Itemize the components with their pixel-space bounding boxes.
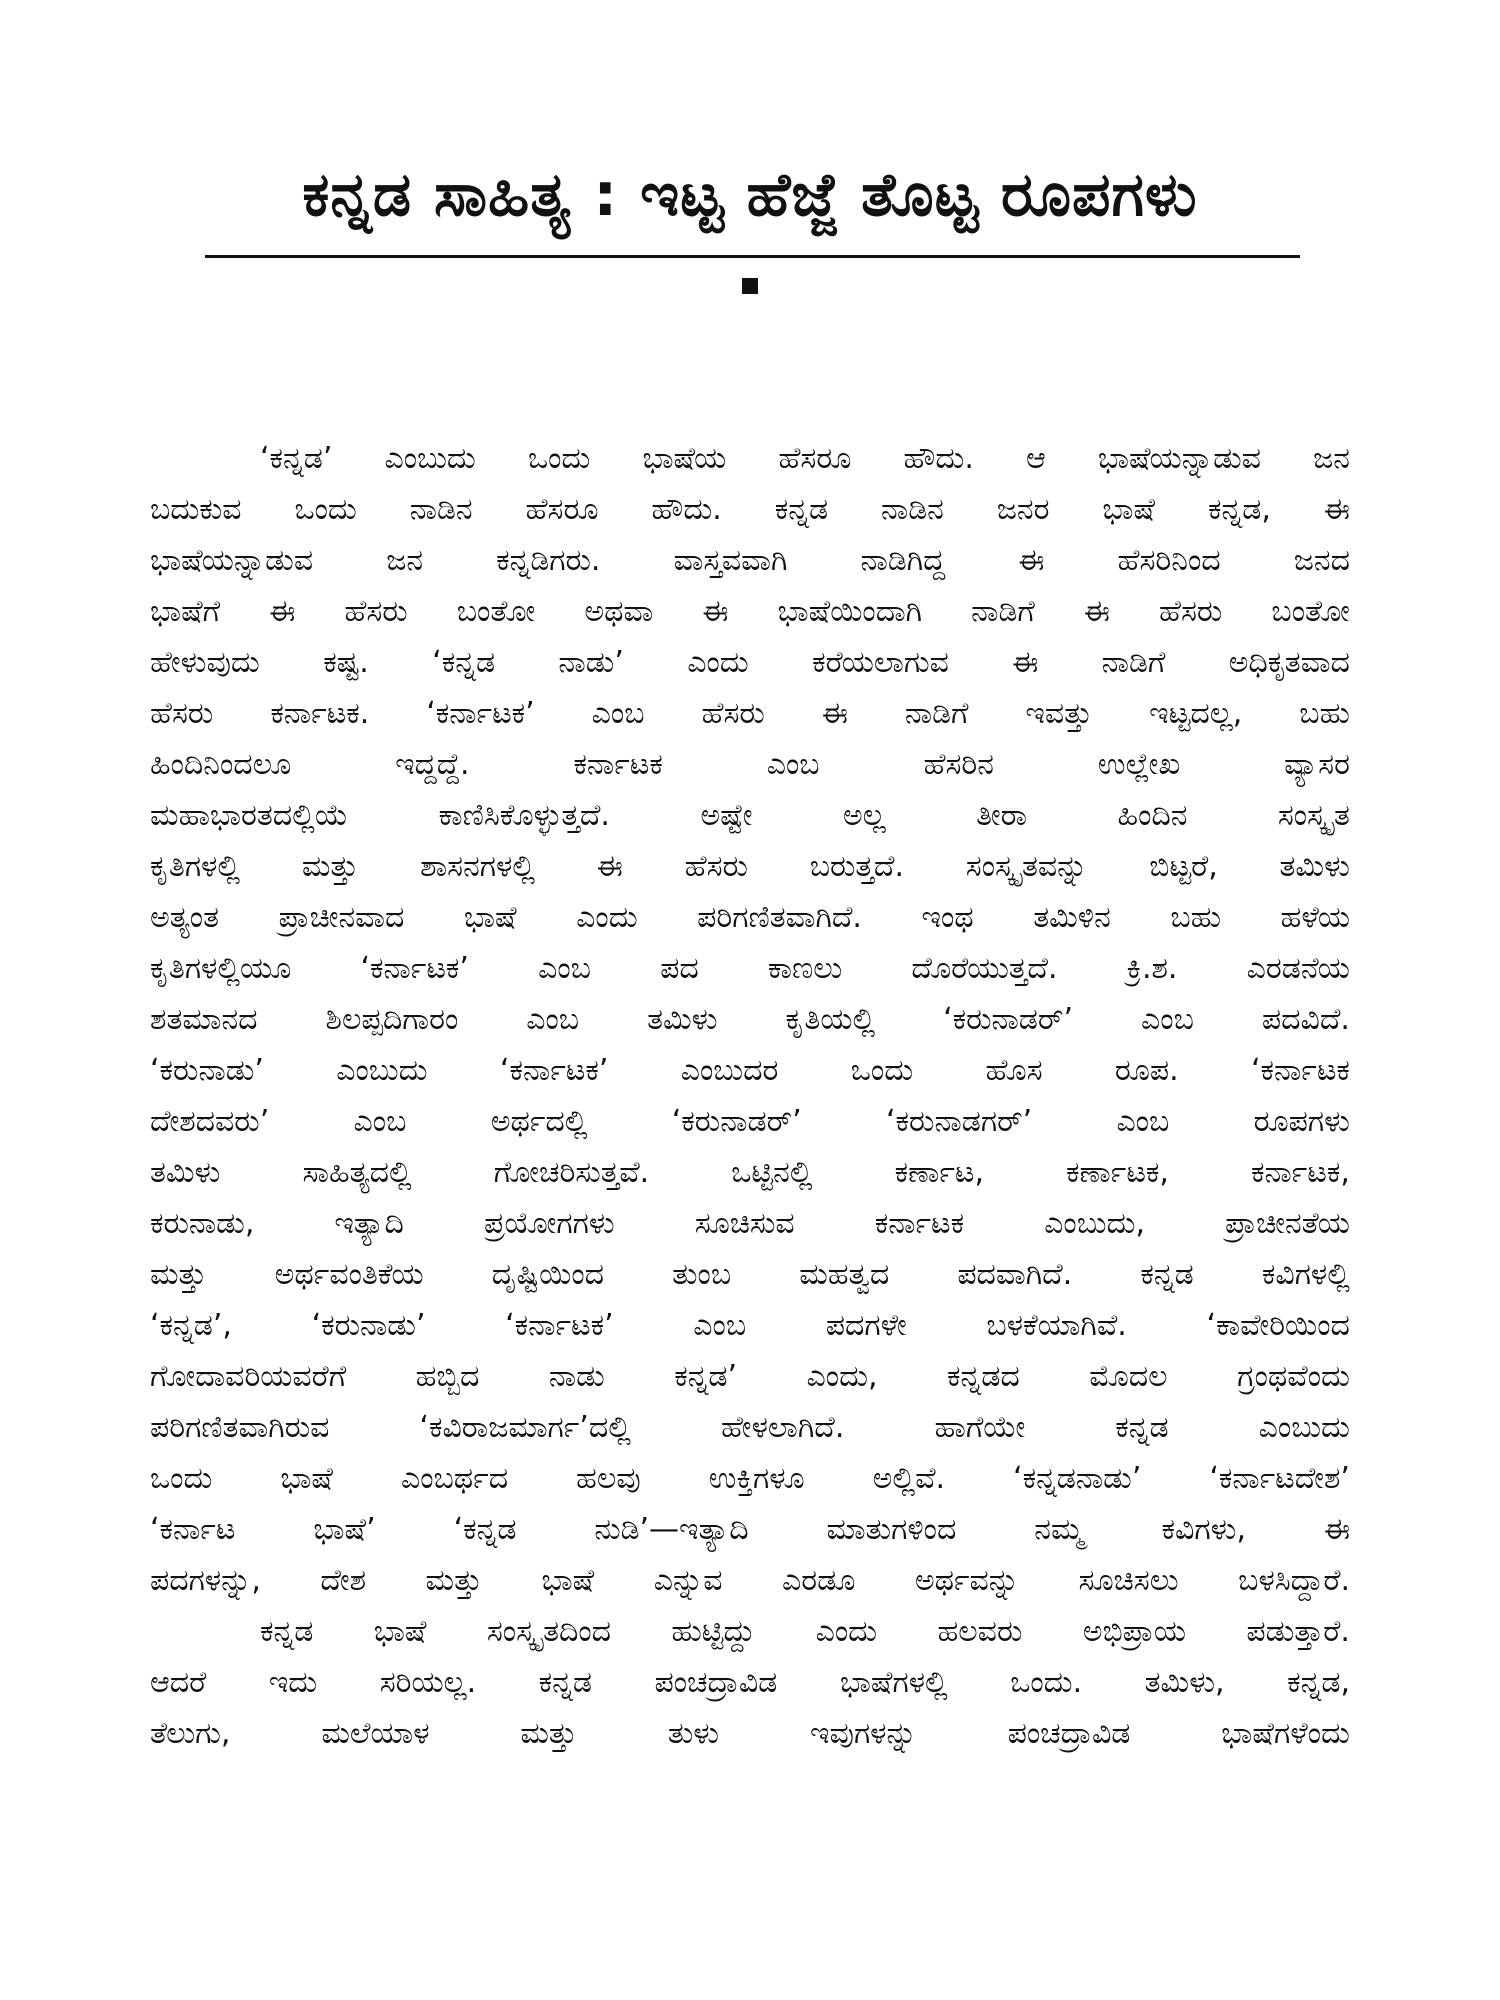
- word: ಕರ್ನಾಟಕ: [874, 1206, 965, 1241]
- word: ಮಹತ್ವದ: [799, 1257, 890, 1292]
- word: ಗ್ರಂಥವೆಂದು: [1237, 1359, 1350, 1394]
- word: ವ್ಯಾಸರ: [1284, 747, 1350, 782]
- word: ಭಾಷೆ: [541, 1563, 595, 1598]
- word: ಎಂಬ: [591, 696, 645, 731]
- word: ಅಲ್ಲ: [842, 798, 886, 833]
- word: ನುಡಿ’—ಇತ್ಯಾದಿ: [594, 1512, 749, 1547]
- word: ತಮಿಳಿನ: [1033, 900, 1111, 935]
- word: ಕನ್ನಡ: [538, 1665, 593, 1700]
- word: ಎಂಬ: [766, 747, 820, 782]
- text-line: [150, 1147, 1350, 1198]
- word: ಎಂದು: [687, 645, 749, 680]
- word: ಕ್ರಿ.ಶ.: [1126, 951, 1178, 986]
- text-line: [150, 1606, 1350, 1657]
- word: ಈ: [1012, 645, 1039, 680]
- word: ಅಲ್ಲಿವೆ.: [872, 1461, 946, 1496]
- word: ಹೆಸರು: [150, 696, 214, 731]
- text-line: [150, 1657, 1350, 1708]
- word: ಪದಗಳೇ: [825, 1308, 907, 1343]
- word: ಬಿಟ್ಟರೆ,: [1149, 849, 1218, 884]
- word: ಪರಿಗಣಿತವಾಗಿರುವ: [150, 1410, 330, 1445]
- word: ಹಾಗೆಯೇ: [934, 1410, 1026, 1445]
- word: ವಾಸ್ತವವಾಗಿ: [673, 543, 788, 578]
- text-line: [150, 994, 1350, 1045]
- word: ರೂಪ.: [1114, 1053, 1179, 1088]
- word: ಪ್ರಾಚೀನತೆಯ: [1225, 1206, 1350, 1241]
- word: ನಮ್ಮ: [1034, 1512, 1084, 1547]
- word: ಕಾಣಿಸಿಕೊಳ್ಳುತ್ತದೆ.: [438, 798, 610, 833]
- word: ಉಕ್ತಿಗಳೂ: [708, 1461, 805, 1496]
- word: ಎಂಬುದು: [384, 441, 476, 476]
- word: ‘ಕರ್ನಾಟಕ’: [499, 1053, 609, 1088]
- word: ಹೌದು.: [903, 441, 974, 476]
- word: ಬಹು: [1299, 696, 1350, 731]
- word: ಬಂತೋ: [456, 594, 536, 629]
- text-line: [150, 739, 1350, 790]
- word: ಹಬ್ಬಿದ: [415, 1359, 480, 1394]
- word: ಅಧಿಕೃತವಾದ: [1228, 645, 1350, 680]
- word: ಪಂಚದ್ರಾವಿಡ: [1007, 1716, 1131, 1751]
- word: ಈ: [1323, 1512, 1350, 1547]
- word: ನಾಡಿನ: [409, 492, 473, 527]
- word: ಕನ್ನಡ,: [1287, 1665, 1350, 1700]
- word: ಈ: [821, 696, 848, 731]
- word: ‘ಕವಿರಾಜಮಾರ್ಗ’ದಲ್ಲಿ: [419, 1410, 631, 1445]
- word: ಎನ್ನುವ: [653, 1563, 723, 1598]
- word: ಹೌದು.: [651, 492, 722, 527]
- word: ಇವುಗಳನ್ನು: [810, 1716, 917, 1751]
- word: ಭಾಷೆ’: [313, 1512, 376, 1547]
- word: ಹೆಸರು: [1158, 594, 1223, 629]
- word: ಮತ್ತು: [150, 1257, 207, 1292]
- word: ಭಾಷೆಗೆ: [150, 594, 221, 629]
- word: ಕರ್ಣಾಟಕ,: [1066, 1155, 1169, 1190]
- word: ಸಂಸ್ಕೃತವನ್ನು: [965, 849, 1088, 884]
- word: ಒಂದು: [294, 492, 357, 527]
- word: ಕನ್ನಡ’: [674, 1359, 738, 1394]
- word: ಮೊದಲ: [1089, 1359, 1168, 1394]
- word: ಕೃತಿಯಲ್ಲಿ: [785, 1002, 876, 1037]
- word: ಹಿಂದಿನ: [1117, 798, 1188, 833]
- word: ನಾಡು: [548, 1359, 605, 1394]
- word: ತಮಿಳು: [150, 1155, 221, 1190]
- word: ಪರಿಗಣಿತವಾಗಿದೆ.: [697, 900, 862, 935]
- word: ಸರಿಯಲ್ಲ.: [379, 1665, 477, 1700]
- word: ಹೆಸರು: [684, 849, 748, 884]
- word: ಪ್ರಾಚೀನವಾದ: [278, 900, 405, 935]
- word: ಪದ: [660, 951, 699, 986]
- word: ಕಾಣಲು: [767, 951, 843, 986]
- word: ಅಭಿಪ್ರಾಯ: [1082, 1614, 1186, 1649]
- word: ಉಲ್ಲೇಖ: [1097, 747, 1181, 782]
- word: ಇಂಥ: [921, 900, 974, 935]
- word: ಮತ್ತು: [520, 1716, 577, 1751]
- word: ಹೆಸರು: [344, 594, 408, 629]
- word: ಅರ್ಥದಲ್ಲಿ: [490, 1104, 588, 1139]
- word: ಶತಮಾನದ: [150, 1002, 258, 1037]
- word: ಹೆಸರೂ: [525, 492, 599, 527]
- word: ಭಾಷೆಯನ್ನಾಡುವ: [1097, 441, 1261, 476]
- word: ಪಂಚದ್ರಾವಿಡ: [654, 1665, 778, 1700]
- text-line: [150, 1249, 1350, 1300]
- word: ಕನ್ನಡ,: [1208, 492, 1271, 527]
- word: ಮಾತುಗಳಿಂದ: [826, 1512, 957, 1547]
- word: ‘ಕರುನಾಡರ್’: [943, 1002, 1074, 1037]
- word: ಹೆಸರಿನ: [923, 747, 994, 782]
- word: ‘ಕರ್ನಾಟಕ: [1251, 1053, 1350, 1088]
- text-line: [150, 1300, 1350, 1351]
- word: ಜನರ: [996, 492, 1050, 527]
- word: ಅಷ್ಟೇ: [700, 798, 753, 833]
- word: ಬಂತೋ: [1271, 594, 1350, 629]
- word: ‘ಕರ್ನಾಟಕ’: [505, 1308, 614, 1343]
- word: ಭಾಷೆಯ: [642, 441, 727, 476]
- word: ತುಳು: [667, 1716, 720, 1751]
- word: ಜನದ: [1293, 543, 1350, 578]
- word: ಇದ್ದದ್ದೆ.: [395, 747, 470, 782]
- word: ಕೃತಿಗಳಲ್ಲಿಯೂ: [150, 951, 292, 986]
- word: ಈ: [1323, 492, 1350, 527]
- word: ಕನ್ನಡ: [260, 1614, 314, 1649]
- word: ಶಾಸನಗಳಲ್ಲಿ: [420, 849, 535, 884]
- word: ಪದಗಳನ್ನು,: [150, 1563, 261, 1598]
- word: ಶಿಲಪ್ಪದಿಗಾರಂ: [325, 1002, 459, 1037]
- page-title: ಕನ್ನಡ ಸಾಹಿತ್ಯ : ಇಟ್ಟ ಹೆಜ್ಜೆ ತೊಟ್ಟ ರೂಪಗಳು: [302, 160, 1198, 230]
- word: ನಾಡಿಗಿದ್ದ: [860, 543, 946, 578]
- word: ಭಾಷೆ: [1102, 492, 1156, 527]
- word: ಪಡುತ್ತಾರೆ.: [1246, 1614, 1350, 1649]
- word: ತಮಿಳು: [647, 1002, 718, 1037]
- word: ‘ಕರ್ನಾಟ: [150, 1512, 236, 1547]
- word: ರೂಪಗಳು: [1253, 1104, 1350, 1139]
- word: ಎಂಬುದು: [1258, 1410, 1350, 1445]
- word: ಹಲವು: [576, 1461, 641, 1496]
- word: ಪದವಾಗಿದೆ.: [957, 1257, 1073, 1292]
- body-text: [150, 433, 1350, 1759]
- text-line: [150, 1402, 1350, 1453]
- word: ಪ್ರಯೋಗಗಳು: [483, 1206, 615, 1241]
- text-line: [150, 1555, 1350, 1606]
- word: ಎಂಬ: [353, 1104, 407, 1139]
- word: ನಾಡು’: [558, 645, 624, 680]
- word: ಒಂದು: [527, 441, 591, 476]
- word: ಸೂಚಿಸುವ: [694, 1206, 795, 1241]
- word: ಅರ್ಥವಂತಿಕೆಯ: [274, 1257, 424, 1292]
- text-line: [150, 1453, 1350, 1504]
- text-line: [150, 841, 1350, 892]
- text-line: [150, 586, 1350, 637]
- word: ಭಾಷೆಗಳೆಂದು: [1221, 1716, 1350, 1751]
- word: ‘ಕನ್ನಡ’: [260, 441, 333, 476]
- word: ಕನ್ನಡಿಗರು.: [496, 543, 601, 578]
- word: ಕನ್ನಡದ: [947, 1359, 1020, 1394]
- word: ದೃಷ್ಟಿಯಿಂದ: [491, 1257, 604, 1292]
- word: ಕರುನಾಡು,: [150, 1206, 255, 1241]
- word: ಹೊಸ: [985, 1053, 1043, 1088]
- word: ಎಂಬುದರ: [680, 1053, 779, 1088]
- word: ಎಂಬ: [1141, 1002, 1194, 1037]
- word: ಬಳಸಿದ್ದಾರೆ.: [1238, 1563, 1350, 1598]
- black-square-ornament: [742, 278, 758, 294]
- word: ಕನ್ನಡ: [774, 492, 829, 527]
- word: ಕರ್ನಾಟಕ: [573, 747, 663, 782]
- word: ಪದವಿದೆ.: [1261, 1002, 1350, 1037]
- word: ಅಥವಾ: [584, 594, 654, 629]
- word: ಎಂಬುದು: [336, 1053, 428, 1088]
- word: ಎಂಬ: [1116, 1104, 1170, 1139]
- word: ಅರ್ಥವನ್ನು: [914, 1563, 1020, 1598]
- word: ಮಲೆಯಾಳ: [321, 1716, 430, 1751]
- word: ನಾಡಿಗೆ: [971, 594, 1035, 629]
- word: ಭಾಷೆ: [280, 1461, 333, 1496]
- word: ‘ಕನ್ನಡ’,: [150, 1308, 232, 1343]
- word: ಕರ್ನಾಟಕ.: [270, 696, 370, 731]
- text-line: [150, 484, 1350, 535]
- word: ಗೋದಾವರಿಯವರೆಗೆ: [150, 1359, 347, 1394]
- word: ಈ: [596, 849, 623, 884]
- word: ಎಂಬ: [693, 1308, 747, 1343]
- word: ಎಂಬರ್ಥದ: [400, 1461, 509, 1496]
- word: ನಾಡಿಗೆ: [904, 696, 969, 731]
- text-line: [150, 1198, 1350, 1249]
- word: ಹುಟ್ಟಿದ್ದು: [671, 1614, 756, 1649]
- word: ಭಾಷೆಯಿಂದಾಗಿ: [777, 594, 923, 629]
- word: ದೇಶ: [320, 1563, 367, 1598]
- word: ಹೇಳುವುದು: [150, 645, 260, 680]
- word: ಹೆಸರು: [701, 696, 765, 731]
- word: ಕನ್ನಡ: [1115, 1410, 1169, 1445]
- word: ಬಹು: [1170, 900, 1222, 935]
- word: ‘ಕರುನಾಡರ್’: [671, 1104, 802, 1139]
- word: ಒಂದು: [150, 1461, 213, 1496]
- word: ಭಾಷೆ: [373, 1614, 427, 1649]
- text-line: [150, 1096, 1350, 1147]
- word: ಅತ್ಯಂತ: [150, 900, 219, 935]
- word: ಜನ: [386, 543, 424, 578]
- word: ‘ಕನ್ನಡ: [432, 645, 496, 680]
- word: ಆ: [1025, 441, 1046, 476]
- word: ಜನ: [1313, 441, 1350, 476]
- word: ಸಂಸ್ಕೃತದಿಂದ: [486, 1614, 612, 1649]
- word: ತಮಿಳು: [1279, 849, 1350, 884]
- word: ಎಂದು,: [806, 1359, 878, 1394]
- word: ಬರುತ್ತದೆ.: [809, 849, 904, 884]
- word: ‘ಕರ್ನಾಟಕ’: [360, 951, 469, 986]
- word: ಎರಡನೆಯ: [1246, 951, 1350, 986]
- word: ‘ಕರುನಾಡಗರ್’: [886, 1104, 1033, 1139]
- word: ಎರಡೂ: [781, 1563, 856, 1598]
- text-line: [150, 1504, 1350, 1555]
- word: ನಾಡಿಗೆ: [1101, 645, 1166, 680]
- word: ಹಳೆಯ: [1280, 900, 1350, 935]
- word: ‘ಕರುನಾಡು’: [150, 1053, 264, 1088]
- word: ‘ಕಾವೇರಿಯಿಂದ: [1206, 1308, 1350, 1343]
- word: ಭಾಷೆಗಳಲ್ಲಿ: [839, 1665, 948, 1700]
- word: ಭಾಷೆಯನ್ನಾಡುವ: [150, 543, 314, 578]
- text-line: [150, 1351, 1350, 1402]
- text-line: [150, 1708, 1350, 1759]
- word: ಭಾಷೆ: [463, 900, 517, 935]
- word: ಸಂಸ್ಕೃತ: [1277, 798, 1350, 833]
- text-line: [150, 433, 1350, 484]
- word: ಇವತ್ತು: [1025, 696, 1093, 731]
- text-line: [150, 943, 1350, 994]
- word: ಇದು: [268, 1665, 318, 1700]
- text-line: [150, 688, 1350, 739]
- word: ಕರ್ಣಾಟ,: [894, 1155, 984, 1190]
- word: ಈ: [702, 594, 729, 629]
- text-line: [150, 790, 1350, 841]
- word: ತೆಲುಗು,: [150, 1716, 231, 1751]
- word: ಹೆಸರೂ: [778, 441, 852, 476]
- text-line: [150, 892, 1350, 943]
- word: ಎಂಬ: [526, 1002, 580, 1037]
- word: ಒಂದು: [850, 1053, 914, 1088]
- word: ಕೃತಿಗಳಲ್ಲಿ: [150, 849, 241, 884]
- word: ಸಾಹಿತ್ಯದಲ್ಲಿ: [302, 1155, 412, 1190]
- word: ‘ಕನ್ನಡನಾಡು’: [1013, 1461, 1142, 1496]
- word: ಆದರೆ: [150, 1665, 207, 1700]
- word: ಎಂದು: [576, 900, 638, 935]
- word: ಒಟ್ಟಿನಲ್ಲಿ: [731, 1155, 813, 1190]
- word: ತುಂಬ: [672, 1257, 732, 1292]
- word: ಮತ್ತು: [425, 1563, 483, 1598]
- word: ಕರ್ನಾಟಕ,: [1251, 1155, 1350, 1190]
- word: ಹಲವರು: [937, 1614, 1023, 1649]
- word: ದೇಶದವರು’: [150, 1104, 270, 1139]
- title-underline: [205, 255, 1300, 258]
- word: ಸೂಚಿಸಲು: [1078, 1563, 1179, 1598]
- word: ದೊರೆಯುತ್ತದೆ.: [911, 951, 1058, 986]
- word: ‘ಕರ್ನಾಟಕ’: [426, 696, 535, 731]
- word: ಬದುಕುವ: [150, 492, 242, 527]
- word: ಒಂದು.: [1010, 1665, 1083, 1700]
- word: ಮಹಾಭಾರತದಲ್ಲಿಯೆ: [150, 798, 349, 833]
- word: ಈ: [1083, 594, 1110, 629]
- word: ನಾಡಿನ: [880, 492, 944, 527]
- word: ಕಷ್ಟ.: [323, 645, 369, 680]
- text-line: [150, 637, 1350, 688]
- word: ಗೋಚರಿಸುತ್ತವೆ.: [493, 1155, 650, 1190]
- word: ಕರೆಯಲಾಗುವ: [812, 645, 949, 680]
- word: ಎಂಬುದು,: [1044, 1206, 1145, 1241]
- word: ತಮಿಳು,: [1144, 1665, 1225, 1700]
- word: ‘ಕರುನಾಡು’: [311, 1308, 426, 1343]
- word: ತೀರಾ: [976, 798, 1028, 833]
- word: ಹೆಸರಿನಿಂದ: [1117, 543, 1221, 578]
- word: ಎಂಬ: [538, 951, 591, 986]
- text-line: [150, 535, 1350, 586]
- word: ಈ: [269, 594, 296, 629]
- word: ಹಿಂದಿನಿಂದಲೂ: [150, 747, 292, 782]
- word: ಮತ್ತು: [301, 849, 359, 884]
- word: ಕನ್ನಡ: [1140, 1257, 1194, 1292]
- word: ‘ಕನ್ನಡ: [453, 1512, 517, 1547]
- word: ಎಂದು: [815, 1614, 878, 1649]
- word: ಇಟ್ಟದಲ್ಲ,: [1149, 696, 1243, 731]
- word: ‘ಕರ್ನಾಟದೇಶ’: [1209, 1461, 1350, 1496]
- word: ಈ: [1018, 543, 1045, 578]
- word: ಕವಿಗಳಲ್ಲಿ: [1261, 1257, 1350, 1292]
- word: ಇತ್ಯಾದಿ: [334, 1206, 404, 1241]
- word: ಬಳಕೆಯಾಗಿವೆ.: [986, 1308, 1127, 1343]
- text-line: [150, 1045, 1350, 1096]
- word: ಹೇಳಲಾಗಿದೆ.: [720, 1410, 845, 1445]
- word: ಕವಿಗಳು,: [1161, 1512, 1246, 1547]
